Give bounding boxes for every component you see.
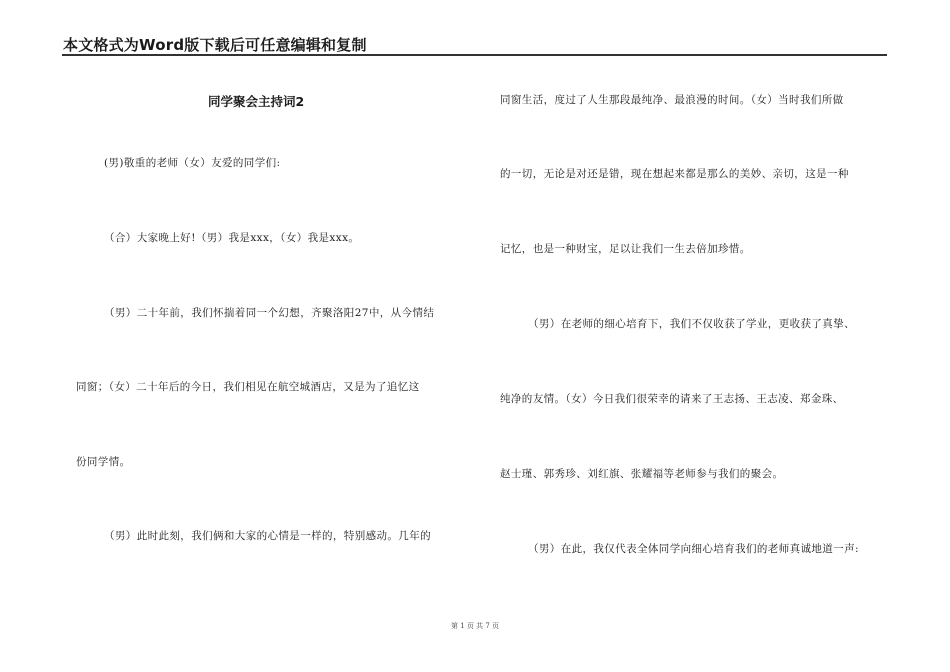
left-paragraph-line: 份同学情。 — [76, 456, 131, 468]
right-paragraph-line: （男）在老师的细心培育下，我们不仅收获了学业，更收获了真挚、 — [528, 318, 855, 330]
right-paragraph-line: 赵士瑾、郭秀珍、刘红旗、张耀福等老师参与我们的聚会。 — [500, 468, 784, 480]
left-paragraph-line: （男）此时此刻，我们俩和大家的心情是一样的，特别感动。几年的 — [104, 530, 431, 542]
header-divider — [62, 54, 887, 56]
right-paragraph-line: 同窗生活，度过了人生那段最纯净、最浪漫的时间。（女）当时我们所做 — [500, 94, 844, 106]
page-number-footer: 第 1 页 共 7 页 — [450, 622, 500, 630]
right-paragraph-line: （男）在此，我仅代表全体同学向细心培育我们的老师真诚地道一声: — [528, 543, 859, 555]
left-paragraph-line: (男)敬重的老师（女）友爱的同学们: — [104, 157, 281, 169]
right-paragraph-line: 的一切，无论是对还是错，现在想起来都是那么的美妙、亲切，这是一种 — [500, 168, 849, 180]
left-paragraph-line: （男）二十年前，我们怀揣着同一个幻想，齐聚洛阳27中，从今情结 — [104, 307, 435, 319]
right-paragraph-line: 记忆，也是一种财宝，足以让我们一生去倍加珍惜。 — [500, 243, 751, 255]
left-paragraph-line: （合）大家晚上好!（男）我是xxx，（女）我是xxx。 — [104, 232, 360, 244]
page-header-title: 本文格式为Word版下载后可任意编辑和复制 — [63, 36, 367, 54]
document-title: 同学聚会主持词2 — [208, 94, 305, 109]
left-paragraph-line: 同窗；（女）二十年后的今日，我们相见在航空城酒店，又是为了追忆这 — [76, 381, 420, 393]
right-paragraph-line: 纯净的友情。（女）今日我们很荣幸的请来了王志扬、王志凌、郑金珠、 — [500, 393, 844, 405]
